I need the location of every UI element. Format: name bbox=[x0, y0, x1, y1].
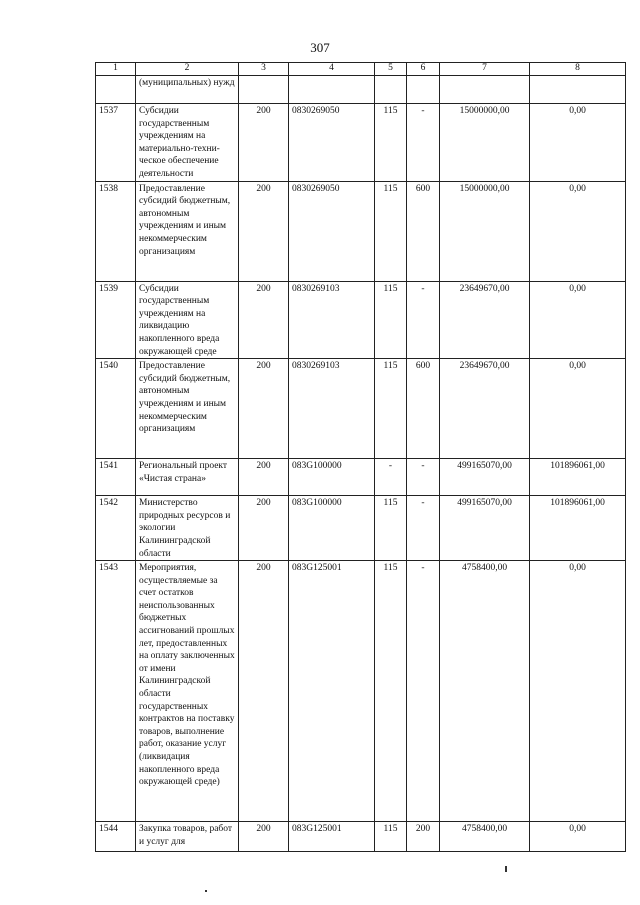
row-col-5: - bbox=[375, 459, 407, 496]
row-number: 1544 bbox=[96, 822, 136, 852]
table-row bbox=[96, 104, 626, 182]
row-description: Предоставление субсидий бюджетным, автономным учреждениям и иным некоммерческим организациям bbox=[136, 181, 239, 281]
row-amount: 4758400,00 bbox=[440, 561, 530, 822]
row-number: 1537 bbox=[96, 104, 136, 182]
row-col-5 bbox=[375, 76, 407, 104]
row-description: Региональный проект «Чистая страна» bbox=[136, 459, 239, 496]
row-code: 083G100000 bbox=[289, 459, 375, 496]
row-number: 1542 bbox=[96, 496, 136, 561]
row-number: 1543 bbox=[96, 561, 136, 822]
row-amount: 4758400,00 bbox=[440, 822, 530, 852]
row-number bbox=[96, 76, 136, 104]
row-amount-2 bbox=[530, 76, 626, 104]
row-col-3: 200 bbox=[239, 822, 289, 852]
table-row bbox=[96, 459, 626, 496]
row-col-5: 115 bbox=[375, 359, 407, 459]
row-amount: 499165070,00 bbox=[440, 459, 530, 496]
row-amount: 15000000,00 bbox=[440, 104, 530, 182]
scan-mark bbox=[205, 890, 207, 892]
row-code bbox=[289, 76, 375, 104]
row-number: 1538 bbox=[96, 181, 136, 281]
header-col-4: 4 bbox=[289, 63, 375, 76]
row-amount: 23649670,00 bbox=[440, 281, 530, 359]
header-col-1: 1 bbox=[96, 63, 136, 76]
header-col-7: 7 bbox=[440, 63, 530, 76]
row-col-5: 115 bbox=[375, 561, 407, 822]
row-col-5: 115 bbox=[375, 496, 407, 561]
header-col-2: 2 bbox=[136, 63, 239, 76]
row-col-5: 115 bbox=[375, 181, 407, 281]
row-amount-2: 0,00 bbox=[530, 822, 626, 852]
row-description: Субсидии государственным учреждениям на ликвидацию накопленного вреда окружающей среде bbox=[136, 281, 239, 359]
row-number: 1540 bbox=[96, 359, 136, 459]
row-amount-2: 0,00 bbox=[530, 561, 626, 822]
row-code: 0830269050 bbox=[289, 104, 375, 182]
row-description: (муниципальных) нужд bbox=[136, 76, 239, 104]
row-col-6: - bbox=[407, 281, 440, 359]
row-col-6: - bbox=[407, 104, 440, 182]
row-amount-2: 0,00 bbox=[530, 359, 626, 459]
row-col-3: 200 bbox=[239, 359, 289, 459]
table-row bbox=[96, 561, 626, 822]
row-col-5: 115 bbox=[375, 281, 407, 359]
row-code: 0830269103 bbox=[289, 281, 375, 359]
row-col-3: 200 bbox=[239, 459, 289, 496]
row-number: 1541 bbox=[96, 459, 136, 496]
row-amount-2: 0,00 bbox=[530, 181, 626, 281]
row-amount-2: 0,00 bbox=[530, 281, 626, 359]
row-amount: 15000000,00 bbox=[440, 181, 530, 281]
row-description: Министерство природных ресурсов и экологии Калининградской области bbox=[136, 496, 239, 561]
row-col-3: 200 bbox=[239, 181, 289, 281]
row-col-5: 115 bbox=[375, 104, 407, 182]
table-row bbox=[96, 281, 626, 359]
row-col-6: - bbox=[407, 459, 440, 496]
row-amount-2: 0,00 bbox=[530, 104, 626, 182]
row-col-6: 600 bbox=[407, 181, 440, 281]
table-row bbox=[96, 181, 626, 281]
row-description: Субсидии государственным учреждениям на материально-техни-ческое обеспечение деятельности bbox=[136, 104, 239, 182]
row-col-6: 600 bbox=[407, 359, 440, 459]
header-col-3: 3 bbox=[239, 63, 289, 76]
row-amount-2: 101896061,00 bbox=[530, 496, 626, 561]
row-description: Закупка товаров, работ и услуг для bbox=[136, 822, 239, 852]
row-description: Мероприятия, осуществляемые за счет остатков неиспользованных бюджетных ассигнований прошлых лет, предоставленных на оплату заключенных от имени Калининградской области государственных контрактов на поставку товаров, выполнение работ, оказание услуг (ликвидация накопленного вреда окружающей среде) bbox=[136, 561, 239, 822]
row-col-6: 200 bbox=[407, 822, 440, 852]
row-number: 1539 bbox=[96, 281, 136, 359]
row-col-3: 200 bbox=[239, 496, 289, 561]
row-col-6: - bbox=[407, 561, 440, 822]
row-amount bbox=[440, 76, 530, 104]
table-row bbox=[96, 76, 626, 104]
header-col-6: 6 bbox=[407, 63, 440, 76]
row-code: 0830269103 bbox=[289, 359, 375, 459]
table-row bbox=[96, 822, 626, 852]
row-col-5: 115 bbox=[375, 822, 407, 852]
row-code: 0830269050 bbox=[289, 181, 375, 281]
header-col-8: 8 bbox=[530, 63, 626, 76]
row-description: Предоставление субсидий бюджетным, автономным учреждениям и иным некоммерческим организациям bbox=[136, 359, 239, 459]
table-row bbox=[96, 359, 626, 459]
header-col-5: 5 bbox=[375, 63, 407, 76]
row-col-6 bbox=[407, 76, 440, 104]
row-amount: 23649670,00 bbox=[440, 359, 530, 459]
row-col-6: - bbox=[407, 496, 440, 561]
row-code: 083G125001 bbox=[289, 822, 375, 852]
table-row bbox=[96, 496, 626, 561]
row-code: 083G125001 bbox=[289, 561, 375, 822]
row-amount-2: 101896061,00 bbox=[530, 459, 626, 496]
scan-mark bbox=[505, 866, 507, 872]
row-code: 083G100000 bbox=[289, 496, 375, 561]
page-number: 307 bbox=[310, 40, 330, 55]
row-col-3: 200 bbox=[239, 104, 289, 182]
row-col-3: 200 bbox=[239, 561, 289, 822]
row-col-3 bbox=[239, 76, 289, 104]
row-col-3: 200 bbox=[239, 281, 289, 359]
budget-table bbox=[95, 62, 626, 852]
row-amount: 499165070,00 bbox=[440, 496, 530, 561]
header-row bbox=[96, 63, 626, 76]
